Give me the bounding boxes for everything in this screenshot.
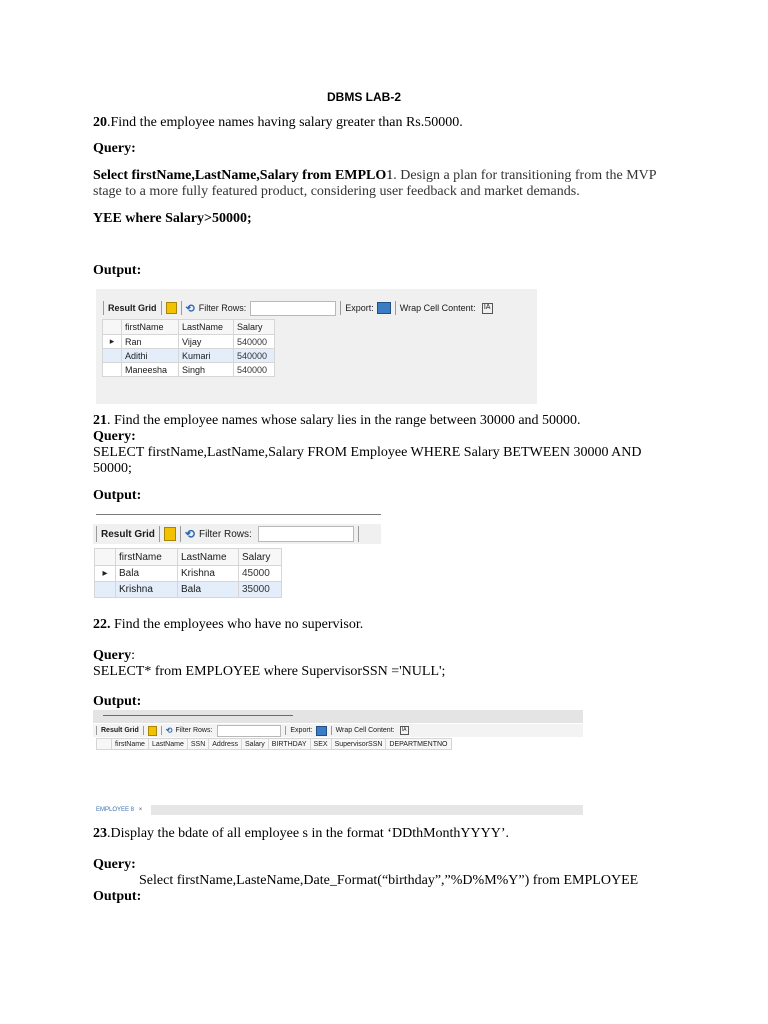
result-grid-20 [96, 289, 537, 404]
cell[interactable]: Maneesha [122, 363, 179, 377]
question-number: 22. [93, 617, 111, 632]
cell[interactable]: Bala [116, 566, 178, 582]
question-text: . Find the employee names whose salary lies in the range between 30000 and 50000. [107, 413, 581, 428]
question-text: .Display the bdate of all employee s in the format ‘DDthMonthYYYY’. [107, 826, 510, 841]
cell[interactable]: Adithi [122, 349, 179, 363]
result-table [102, 319, 275, 377]
question-23 [93, 826, 509, 842]
result-table [96, 738, 452, 750]
grid-toolbar [96, 299, 537, 317]
table-row[interactable] [103, 349, 275, 363]
inserted-text-line2: stage to a more fully featured product, considering user feedback and market demands. [93, 184, 580, 199]
column-header[interactable]: SEX [310, 739, 331, 750]
column-header[interactable]: Salary [234, 320, 275, 335]
result-tab[interactable] [93, 805, 151, 815]
query-label: Query: [93, 429, 136, 444]
column-header[interactable]: firstName [112, 739, 149, 750]
table-row[interactable] [103, 363, 275, 377]
table-row[interactable] [95, 566, 282, 582]
cell[interactable]: 45000 [239, 566, 282, 582]
close-icon[interactable]: × [138, 807, 143, 813]
inserted-text: . Design a plan for transitioning from the MVP [393, 168, 657, 183]
output-label: Output: [93, 694, 142, 709]
query-21-line2: 50000; [93, 461, 132, 476]
query-label: Query [93, 648, 132, 663]
header-row [97, 739, 452, 750]
filter-rows-label: Filter Rows: [175, 727, 213, 734]
filter-rows-input[interactable] [258, 526, 354, 542]
question-20 [93, 115, 463, 131]
column-header[interactable]: SupervisorSSN [331, 739, 386, 750]
result-grid-tab[interactable]: Result Grid [101, 528, 155, 540]
output-label: Output: [93, 488, 142, 503]
query-label: Query: [93, 141, 136, 156]
column-header[interactable]: Address [209, 739, 242, 750]
query-22: SELECT* from EMPLOYEE where SupervisorSSN ='NULL'; [93, 664, 446, 679]
table-row[interactable] [95, 582, 282, 598]
query-20-line1 [93, 168, 657, 184]
question-text: .Find the employee names having salary greater than Rs.50000. [107, 115, 463, 130]
cell[interactable]: 540000 [234, 349, 275, 363]
export-label: Export: [290, 727, 313, 734]
result-grid-22 [93, 710, 583, 750]
page-title: DBMS LAB-2 [327, 90, 401, 104]
row-pointer-icon: ▸ [103, 335, 122, 349]
wrap-cell-icon[interactable]: IA [482, 303, 493, 314]
column-header[interactable]: DEPARTMENTNO [386, 739, 451, 750]
result-tab-bar [93, 805, 583, 815]
cell[interactable]: Vijay [179, 335, 234, 349]
grid-toolbar [93, 524, 381, 544]
output-label: Output: [93, 263, 142, 278]
filter-rows-label: Filter Rows: [198, 303, 247, 313]
export-label: Export: [345, 303, 374, 313]
question-number: 21 [93, 413, 107, 428]
grid-view-icon[interactable] [166, 302, 177, 314]
cell[interactable]: 540000 [234, 363, 275, 377]
column-header[interactable]: firstName [122, 320, 179, 335]
result-grid-tab[interactable]: Result Grid [101, 727, 139, 734]
filter-rows-input[interactable] [217, 725, 281, 737]
row-pointer-cell [103, 349, 122, 363]
question-number: 23 [93, 826, 107, 841]
query-21-line1: SELECT firstName,LastName,Salary FROM Employee WHERE Salary BETWEEN 30000 AND [93, 445, 642, 460]
question-21 [93, 413, 581, 429]
wrap-cell-label: Wrap Cell Content: [399, 303, 476, 313]
divider-line [103, 715, 293, 716]
grid-view-icon[interactable] [148, 726, 157, 736]
refresh-icon[interactable]: ⟲ [185, 302, 195, 315]
filter-rows-input[interactable] [250, 301, 336, 316]
grid-toolbar [93, 724, 583, 737]
question-number: 20 [93, 115, 107, 130]
query-23: Select firstName,LasteName,Date_Format(“birthday”,”%D%M%Y”) from EMPLOYEE [139, 873, 639, 888]
cell[interactable]: Ran [122, 335, 179, 349]
inserted-number: 1 [386, 168, 394, 183]
row-pointer-header [95, 549, 116, 566]
cell[interactable]: Krishna [178, 566, 239, 582]
table-row[interactable] [103, 335, 275, 349]
column-header[interactable]: LastName [179, 320, 234, 335]
column-header[interactable]: LastName [148, 739, 187, 750]
cell[interactable]: Krishna [116, 582, 178, 598]
grid-top-bar [93, 710, 583, 723]
query-text: Select firstName,LastName,Salary from EMPLO [93, 168, 387, 183]
column-header[interactable]: Salary [241, 739, 268, 750]
export-icon[interactable] [377, 302, 391, 314]
column-header[interactable]: SSN [187, 739, 208, 750]
column-header[interactable]: LastName [178, 549, 239, 566]
result-table [94, 548, 282, 598]
divider-line [96, 514, 381, 515]
cell[interactable]: 540000 [234, 335, 275, 349]
row-pointer-header [103, 320, 122, 335]
export-icon[interactable] [316, 726, 327, 736]
query-label: Query: [93, 857, 136, 872]
question-22 [93, 617, 363, 633]
filter-rows-label: Filter Rows: [198, 528, 252, 540]
wrap-cell-label: Wrap Cell Content: [335, 727, 395, 734]
cell[interactable]: Kumari [179, 349, 234, 363]
cell[interactable]: Singh [179, 363, 234, 377]
query-label-line [93, 648, 135, 664]
grid-view-icon[interactable] [164, 527, 176, 541]
result-grid-tab[interactable]: Result Grid [108, 303, 157, 313]
cell[interactable]: 35000 [239, 582, 282, 598]
header-row [95, 549, 282, 566]
row-pointer-cell [95, 582, 116, 598]
refresh-icon[interactable]: ⟲ [184, 527, 195, 541]
output-label: Output: [93, 889, 142, 904]
result-grid-21 [93, 520, 381, 600]
question-text: Find the employees who have no supervisor. [110, 617, 364, 632]
header-row [103, 320, 275, 335]
result-tab-label: EMPLOYEE 8 [96, 807, 135, 813]
row-pointer-header [97, 739, 112, 750]
cell[interactable]: Bala [178, 582, 239, 598]
refresh-icon[interactable]: ⟲ [165, 726, 173, 735]
row-pointer-cell [103, 363, 122, 377]
column-header[interactable]: Salary [239, 549, 282, 566]
column-header[interactable]: BIRTHDAY [268, 739, 310, 750]
query-colon: : [131, 648, 135, 663]
row-pointer-icon: ▸ [95, 566, 116, 582]
query-20-line2: YEE where Salary>50000; [93, 211, 252, 226]
wrap-cell-icon[interactable]: IA [400, 726, 409, 735]
column-header[interactable]: firstName [116, 549, 178, 566]
